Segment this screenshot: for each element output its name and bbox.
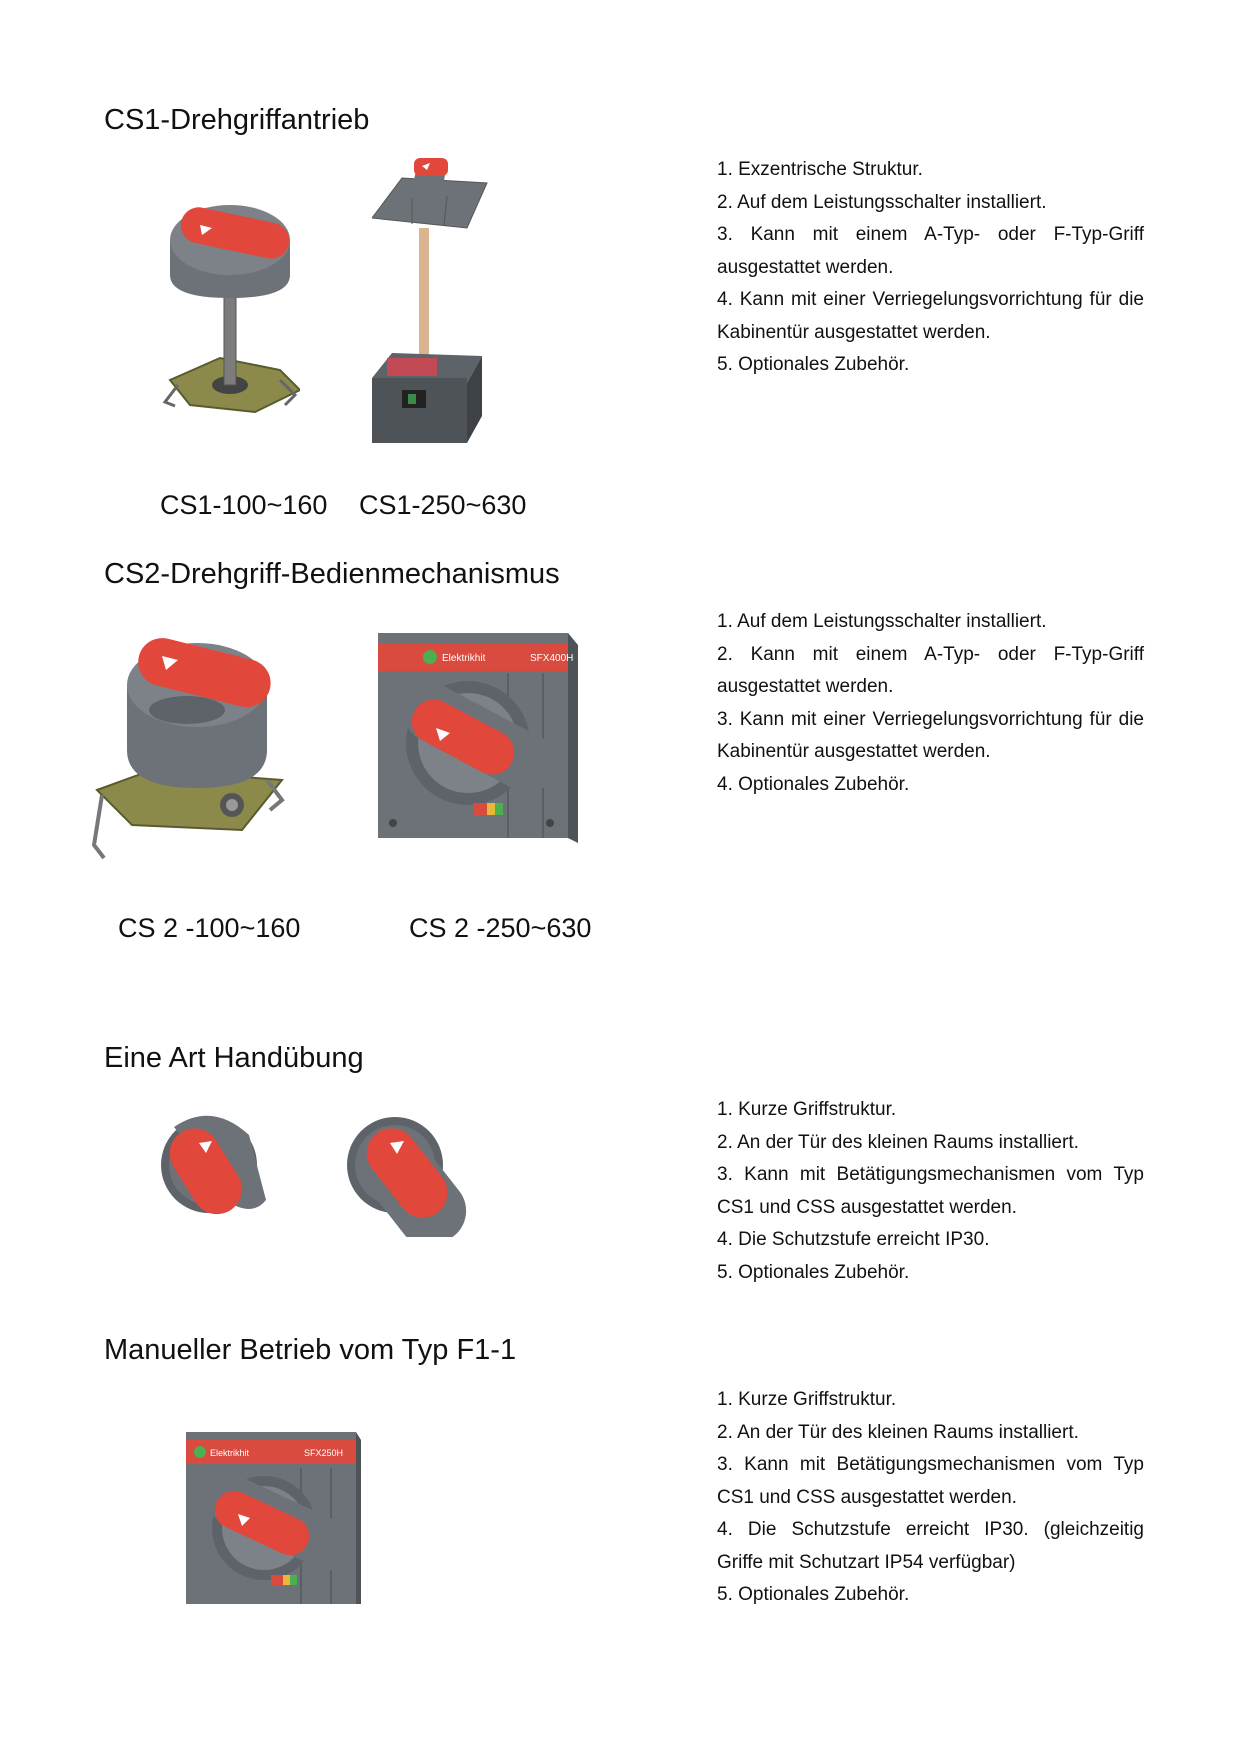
section-title-cs1: CS1-Drehgriffantrieb: [104, 104, 370, 136]
feature-item: 5. Optionales Zubehör.: [717, 354, 910, 375]
feature-item: 2. Kann mit einem A-Typ- oder F-Typ-Griff ausgestattet werden.: [717, 643, 1144, 697]
feature-item: 4. Kann mit einer Verriegelungsvorrichtung für die Kabinentür ausgestattet werden.: [717, 289, 1144, 343]
f11-panel-model: SFX250H: [304, 1448, 344, 1458]
feature-item: 1. Kurze Griffstruktur.: [717, 1099, 897, 1120]
feature-list-cs2: [717, 606, 1144, 801]
cs2-250-product-image: [378, 633, 578, 843]
feature-item: 5. Optionales Zubehör.: [717, 1261, 910, 1283]
feature-item: 1. Exzentrische Struktur.: [717, 159, 923, 180]
feature-list-f1-1: [717, 1384, 1144, 1612]
f11-panel-brand: Elektrikhit: [210, 1448, 250, 1458]
feature-item: 4. Die Schutzstufe erreicht IP30.: [717, 1229, 990, 1250]
feature-item: 3. Kann mit einer Verriegelungsvorrichtung für die Kabinentür ausgestattet werden.: [717, 708, 1144, 762]
section-title-f1-1: Manueller Betrieb vom Typ F1-1: [104, 1334, 517, 1366]
f1-1-product-image: [186, 1432, 361, 1604]
feature-item: 3. Kann mit Betätigungsmechanismen vom Typ CS1 und CSS ausgestattet werden.: [717, 1454, 1144, 1508]
cs2-panel-model: SFX400H: [530, 653, 574, 664]
feature-item: 1. Kurze Griffstruktur.: [717, 1389, 897, 1410]
feature-item: 2. An der Tür des kleinen Raums installiert.: [717, 1131, 1079, 1153]
feature-item: 4. Die Schutzstufe erreicht IP30. (gleichzeitig Griffe mit Schutzart IP54 verfügbar): [717, 1519, 1144, 1573]
cs2-100-product-image: [92, 630, 292, 865]
feature-item: 5. Optionales Zubehör.: [717, 1584, 910, 1605]
feature-item: 2. Auf dem Leistungsschalter installiert.: [717, 191, 1047, 213]
feature-item: 2. An der Tür des kleinen Raums installiert.: [717, 1421, 1079, 1443]
caption-cs2-100: CS 2 -100~160: [118, 913, 301, 943]
caption-cs2-250: CS 2 -250~630: [409, 913, 592, 943]
section-title-cs2: CS2-Drehgriff-Bedienmechanismus: [104, 558, 560, 590]
feature-list-cs1: [717, 154, 1144, 382]
section-title-handuebung: Eine Art Handübung: [104, 1042, 364, 1074]
caption-cs1-250: CS1-250~630: [359, 490, 527, 520]
cs2-panel-brand: Elektrikhit: [442, 653, 486, 664]
feature-item: 4. Optionales Zubehör.: [717, 773, 910, 795]
short-handle-product-image: [154, 1105, 274, 1217]
feature-item: 3. Kann mit Betätigungsmechanismen vom Typ CS1 und CSS ausgestattet werden.: [717, 1164, 1144, 1218]
feature-list-handuebung: [717, 1094, 1144, 1289]
feature-item: 1. Auf dem Leistungsschalter installiert.: [717, 611, 1047, 632]
long-handle-product-image: [340, 1105, 495, 1237]
cs1-100-product-image: [160, 180, 300, 420]
feature-item: 3. Kann mit einem A-Typ- oder F-Typ-Griff ausgestattet werden.: [717, 224, 1144, 278]
caption-cs1-100: CS1-100~160: [160, 490, 328, 520]
cs1-250-product-image: [372, 158, 492, 448]
